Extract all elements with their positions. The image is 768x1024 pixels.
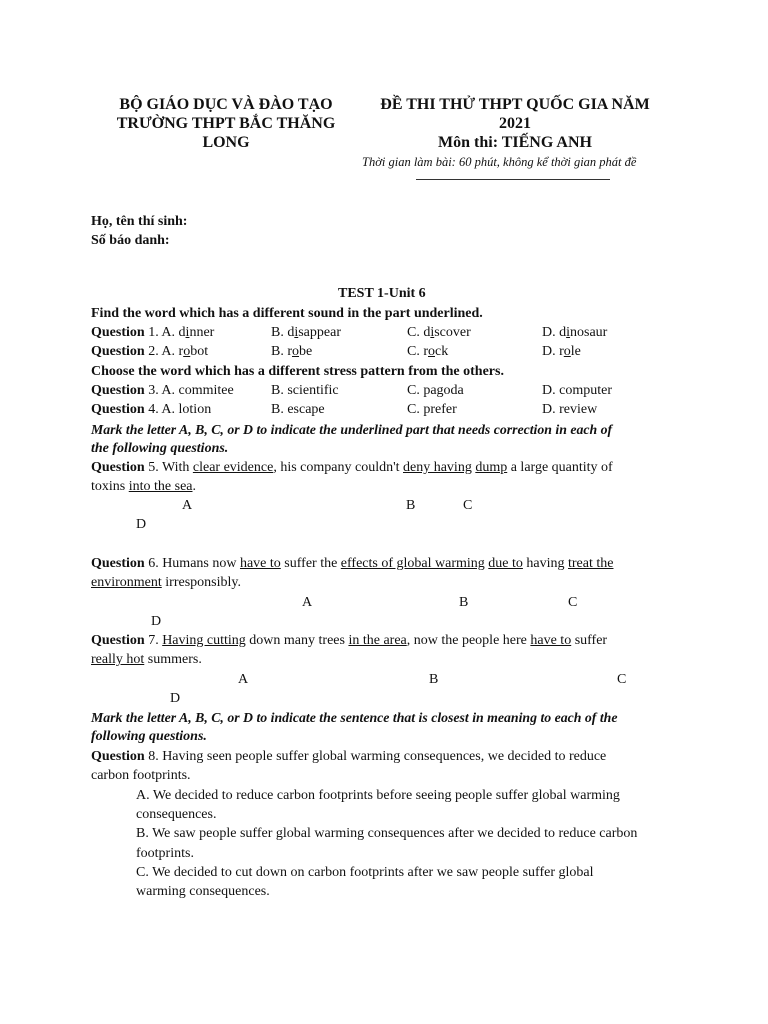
option-d-underlined: o xyxy=(563,344,571,359)
question-number: 8. xyxy=(144,749,163,764)
option-a-underlined: o xyxy=(183,344,191,359)
question-number: 4. xyxy=(144,402,162,417)
exam-name: ĐỀ THI THỬ THPT QUỐC GIA NĂM xyxy=(380,96,650,113)
q7-letter-b: B xyxy=(429,672,439,687)
question-label: Question xyxy=(91,325,145,340)
question-6-line1 xyxy=(91,554,613,573)
q6-option-d-text: treat the xyxy=(568,556,614,571)
q6-option-b-text: effects of global warming xyxy=(340,556,485,571)
q7-text-4: summers. xyxy=(144,652,202,667)
question-label: Question xyxy=(91,749,145,764)
q8-option-a-line1: A. We decided to reduce carbon footprints before seeing people suffer global warming xyxy=(136,788,620,803)
section2-instruction: Choose the word which has a different stress pattern from the others. xyxy=(91,364,504,379)
option-a: A. lotion xyxy=(161,402,212,417)
exam-title xyxy=(370,95,660,152)
q7-option-c-text: have to xyxy=(530,633,572,648)
section4-instruction-line2: following questions. xyxy=(91,729,207,744)
option-d-post: nosaur xyxy=(570,325,608,340)
question-number: 7. xyxy=(144,633,163,648)
q6-letter-b: B xyxy=(459,595,469,610)
option-a-post: bot xyxy=(190,344,209,359)
question-2 xyxy=(91,342,691,361)
q6-text-4: having xyxy=(522,556,568,571)
option-a-underlined: i xyxy=(185,325,190,340)
school-name-line2: LONG xyxy=(202,134,250,151)
q7-option-b-text: in the area xyxy=(348,633,407,648)
q7-text-1: down many trees xyxy=(245,633,349,648)
option-d-post: le xyxy=(570,344,581,359)
question-number: 3. xyxy=(144,383,162,398)
question-label: Question xyxy=(91,402,145,417)
q5-letter-a: A xyxy=(182,498,193,513)
q6-letter-d: D xyxy=(151,614,162,629)
option-c-pre: C. r xyxy=(407,344,428,359)
option-b-pre: B. d xyxy=(271,325,295,340)
q6-option-a-text: have to xyxy=(239,556,281,571)
student-id-label: Số báo danh: xyxy=(91,233,170,248)
option-d: D. computer xyxy=(542,383,612,398)
q5-option-c-text: dump xyxy=(475,460,508,475)
option-a: A. commitee xyxy=(161,383,234,398)
ministry-name: BỘ GIÁO DỤC VÀ ĐÀO TẠO xyxy=(119,96,333,113)
q6-letter-c: C xyxy=(568,595,578,610)
q5-letter-c: C xyxy=(463,498,473,513)
q5-text-1: With xyxy=(161,460,193,475)
option-b-underlined: o xyxy=(292,344,299,359)
question-number: 6. xyxy=(144,556,163,571)
q5-letter-b: B xyxy=(406,498,416,513)
option-b-post: sappear xyxy=(298,325,341,340)
q7-text-2: , now the people here xyxy=(406,633,531,648)
q5-text-5: toxins xyxy=(91,479,129,494)
question-number: 5. xyxy=(144,460,162,475)
section3-instruction-line1: Mark the letter A, B, C, or D to indicate the underlined part that needs correction in each of xyxy=(91,422,613,437)
q8-option-c-line1: C. We decided to cut down on carbon footprints after we saw people suffer global xyxy=(136,865,594,880)
student-name-label: Họ, tên thí sinh: xyxy=(91,214,188,229)
q5-option-a-text: clear evidence xyxy=(192,460,274,475)
exam-subject: Môn thi: TIẾNG ANH xyxy=(438,134,592,151)
option-b: B. scientific xyxy=(271,383,339,398)
option-c-post: ck xyxy=(435,344,449,359)
q5-text-2: , his company couldn't xyxy=(273,460,403,475)
question-8-line1 xyxy=(91,747,606,766)
q7-text-3: suffer xyxy=(571,633,608,648)
question-6-line2 xyxy=(91,573,241,592)
question-label: Question xyxy=(91,633,145,648)
option-b-pre: B. r xyxy=(271,344,292,359)
question-1 xyxy=(91,323,691,342)
q6-letter-a: A xyxy=(302,595,313,610)
q6-text-1: Humans now xyxy=(162,556,240,571)
q8-stem-2: carbon footprints. xyxy=(91,768,191,783)
question-number: 1. xyxy=(144,325,162,340)
q6-option-d-text-cont: environment xyxy=(91,575,162,590)
option-a-pre: A. r xyxy=(161,344,184,359)
q7-option-a-text: Having cutting xyxy=(162,633,246,648)
option-a-post: nner xyxy=(189,325,215,340)
q7-letter-c: C xyxy=(617,672,627,687)
test-title: TEST 1-Unit 6 xyxy=(338,286,426,301)
option-c: C. prefer xyxy=(407,402,457,417)
header-divider xyxy=(416,179,610,180)
option-b-post: be xyxy=(299,344,313,359)
option-d: D. review xyxy=(542,402,598,417)
option-c-underlined: o xyxy=(428,344,435,359)
option-b-underlined: i xyxy=(294,325,299,340)
option-a-pre: A. d xyxy=(161,325,186,340)
q8-option-b-line1: B. We saw people suffer global warming consequences after we decided to reduce carbon xyxy=(136,826,638,841)
question-7-line2 xyxy=(91,650,202,669)
q6-text-2: suffer the xyxy=(280,556,341,571)
q8-option-c-line2: warming consequences. xyxy=(136,884,270,899)
section3-instruction-line2: the following questions. xyxy=(91,441,229,456)
q6-option-c-text: due to xyxy=(488,556,523,571)
option-d-underlined: i xyxy=(566,325,571,340)
exam-year: 2021 xyxy=(499,115,531,132)
q7-letter-a: A xyxy=(238,672,249,687)
q7-letter-d: D xyxy=(170,691,181,706)
question-5-line2 xyxy=(91,477,196,496)
question-7-line1 xyxy=(91,631,607,650)
option-d-pre: D. r xyxy=(542,344,564,359)
q5-letter-d: D xyxy=(136,517,147,532)
question-label: Question xyxy=(91,383,145,398)
q8-option-b-line2: footprints. xyxy=(136,846,194,861)
q6-text-5: irresponsibly. xyxy=(161,575,241,590)
option-b: B. escape xyxy=(271,402,325,417)
q5-text-4: a large quantity of xyxy=(507,460,613,475)
option-d-pre: D. d xyxy=(542,325,567,340)
question-5-line1 xyxy=(91,458,613,477)
option-c-pre: C. d xyxy=(407,325,431,340)
q8-stem-1: Having seen people suffer global warming consequences, we decided to reduce xyxy=(162,749,607,764)
question-label: Question xyxy=(91,460,145,475)
q8-option-a-line2: consequences. xyxy=(136,807,217,822)
q5-option-b-text: deny having xyxy=(403,460,472,475)
q5-text-6: . xyxy=(192,479,196,494)
question-label: Question xyxy=(91,556,145,571)
question-label: Question xyxy=(91,344,145,359)
option-c-underlined: i xyxy=(430,325,435,340)
question-3 xyxy=(91,381,691,400)
option-c: C. pagoda xyxy=(407,383,464,398)
exam-time-note: Thời gian làm bài: 60 phút, không kể thời gian phát đề xyxy=(362,155,637,169)
question-4 xyxy=(91,400,691,419)
school-name-line1: TRƯỜNG THPT BẮC THĂNG xyxy=(116,115,336,132)
question-number: 2. xyxy=(144,344,162,359)
option-c-post: scover xyxy=(434,325,471,340)
section4-instruction-line1: Mark the letter A, B, C, or D to indicate the sentence that is closest in meaning to each of the xyxy=(91,710,618,725)
section1-instruction: Find the word which has a different sound in the part underlined. xyxy=(91,306,483,321)
q7-option-d-text: really hot xyxy=(91,652,145,667)
q5-option-d-text: into the sea xyxy=(128,479,193,494)
ministry-title xyxy=(96,95,356,152)
